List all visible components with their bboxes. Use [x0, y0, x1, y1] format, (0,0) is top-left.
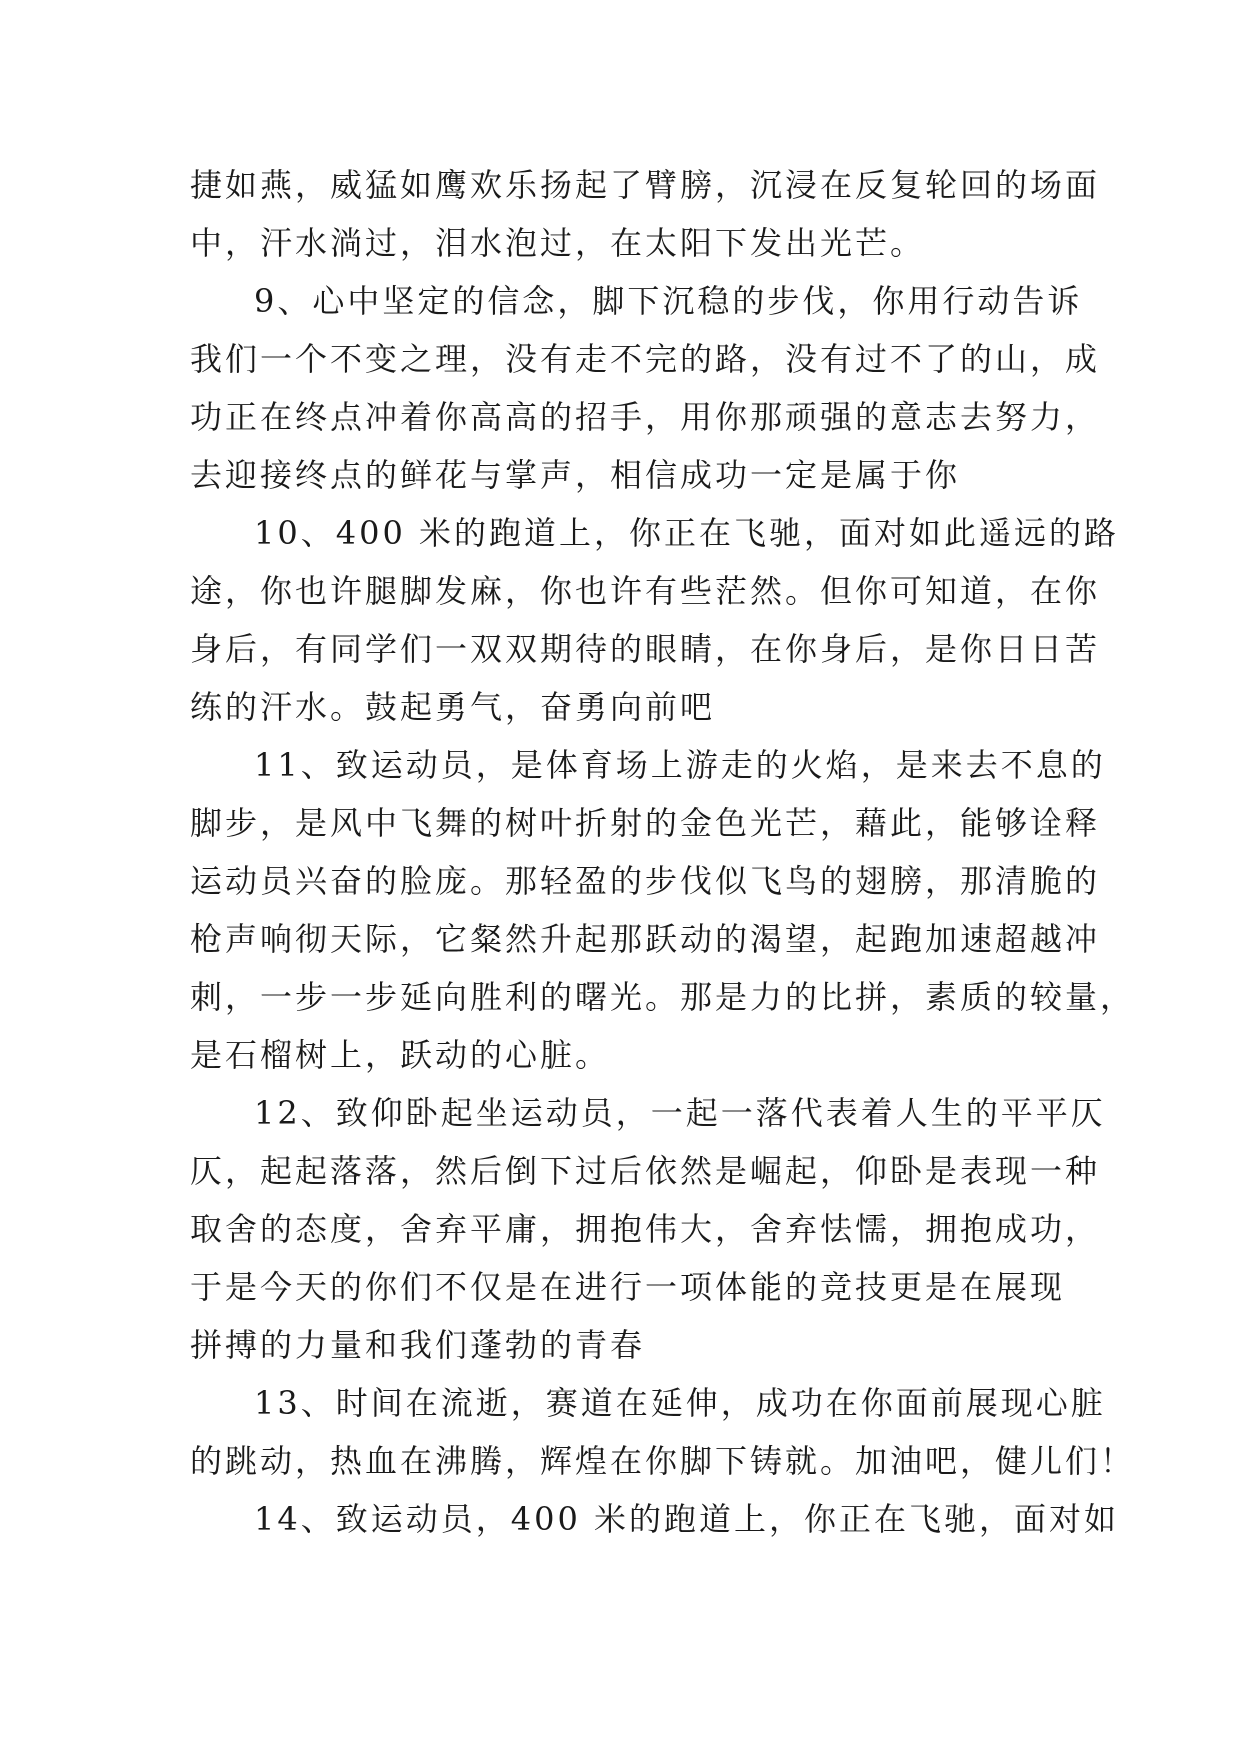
paragraph	[190, 1374, 1136, 1490]
text-line: 拼搏的力量和我们蓬勃的青春	[190, 1326, 646, 1364]
text-line: 身后，有同学们一双双期待的眼睛，在你身后，是你日日苦	[190, 630, 1101, 668]
paragraph	[190, 1490, 1119, 1548]
text-line: 中，汗水淌过，泪水泡过，在太阳下发出光芒。	[190, 224, 926, 262]
paragraph	[190, 272, 1101, 504]
text-line: 功正在终点冲着你高高的招手，用你那顽强的意志去努力，	[190, 398, 1101, 436]
text-line: 运动员兴奋的脸庞。那轻盈的步伐似飞鸟的翅膀，那清脆的	[190, 862, 1101, 900]
text-line: 捷如燕，威猛如鹰欢乐扬起了臂膀，沉浸在反复轮回的场面	[190, 166, 1101, 204]
text-line: 去迎接终点的鲜花与掌声，相信成功一定是属于你	[190, 456, 961, 494]
text-line: 9、心中坚定的信念，脚下沉稳的步伐，你用行动告诉	[254, 282, 1083, 320]
text-line: 的跳动，热血在沸腾，辉煌在你脚下铸就。加油吧，健儿们！	[190, 1442, 1136, 1480]
text-line: 13、时间在流逝，赛道在延伸，成功在你面前展现心脏	[254, 1384, 1106, 1422]
text-line: 10、400 米的跑道上，你正在飞驰，面对如此遥远的路	[254, 514, 1119, 552]
text-line: 取舍的态度，舍弃平庸，拥抱伟大，舍弃怯懦，拥抱成功，	[190, 1210, 1101, 1248]
text-line: 途，你也许腿脚发麻，你也许有些茫然。但你可知道，在你	[190, 572, 1101, 610]
paragraph	[190, 1084, 1106, 1374]
paragraph	[190, 736, 1136, 1084]
paragraph	[190, 156, 1101, 272]
text-line: 于是今天的你们不仅是在进行一项体能的竞技更是在展现	[190, 1268, 1066, 1306]
text-line: 11、致运动员，是体育场上游走的火焰，是来去不息的	[254, 746, 1106, 784]
text-line: 12、致仰卧起坐运动员，一起一落代表着人生的平平仄	[254, 1094, 1106, 1132]
text-line: 仄，起起落落，然后倒下过后依然是崛起，仰卧是表现一种	[190, 1152, 1101, 1190]
text-line: 刺，一步一步延向胜利的曙光。那是力的比拼，素质的较量，	[190, 978, 1136, 1016]
text-line: 练的汗水。鼓起勇气，奋勇向前吧	[190, 688, 716, 726]
paragraph	[190, 504, 1119, 736]
text-line: 是石榴树上，跃动的心脏。	[190, 1036, 611, 1074]
text-line: 枪声响彻天际，它粲然升起那跃动的渴望，起跑加速超越冲	[190, 920, 1101, 958]
text-line: 我们一个不变之理，没有走不完的路，没有过不了的山，成	[190, 340, 1101, 378]
document-body	[190, 156, 1136, 1548]
text-line: 14、致运动员，400 米的跑道上，你正在飞驰，面对如	[254, 1500, 1119, 1538]
text-line: 脚步，是风中飞舞的树叶折射的金色光芒，藉此，能够诠释	[190, 804, 1101, 842]
